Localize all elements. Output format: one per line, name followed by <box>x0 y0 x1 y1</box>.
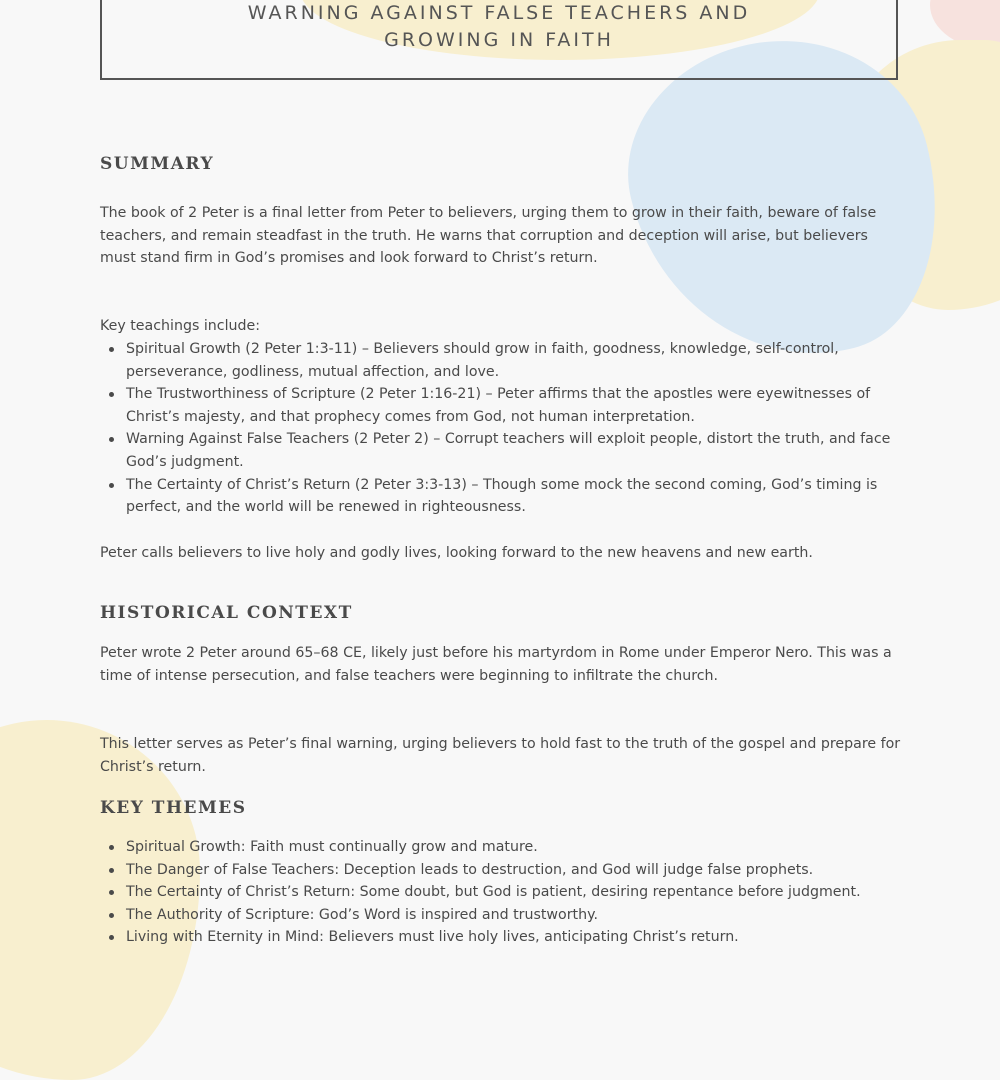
list-item: Spiritual Growth (2 Peter 1:3-11) – Believers should grow in faith, goodness, knowledge, self-control, perseverance, godliness, mutual affection, and love. <box>126 338 916 383</box>
list-item: Spiritual Growth: Faith must continually grow and mature. <box>126 836 916 859</box>
historical-context-paragraph-2: This letter serves as Peter’s final warning, urging believers to hold fast to the truth of the gospel and prepare for Christ’s return. <box>100 736 901 775</box>
historical-context-paragraph-1: Peter wrote 2 Peter around 65–68 CE, likely just before his martyrdom in Rome under Emperor Nero. This was a time of intense persecution, and false teachers were beginning to infiltrate the church. <box>100 645 892 684</box>
list-item: The Danger of False Teachers: Deception leads to destruction, and God will judge false prophets. <box>126 859 916 882</box>
summary-closing: Peter calls believers to live holy and godly lives, looking forward to the new heavens and new earth. <box>100 545 813 561</box>
key-themes-heading: KEY THEMES <box>100 798 247 818</box>
list-item: The Certainty of Christ’s Return: Some doubt, but God is patient, desiring repentance before judgment. <box>126 881 916 904</box>
title-box <box>100 0 898 80</box>
historical-context-heading: HISTORICAL CONTEXT <box>100 603 353 623</box>
list-item: The Authority of Scripture: God’s Word is inspired and trustworthy. <box>126 904 916 927</box>
key-themes-list <box>100 836 916 949</box>
list-item: Living with Eternity in Mind: Believers must live holy lives, anticipating Christ’s return. <box>126 926 916 949</box>
list-item: Warning Against False Teachers (2 Peter 2) – Corrupt teachers will exploit people, distort the truth, and face God’s judgment. <box>126 428 916 473</box>
summary-intro: The book of 2 Peter is a final letter from Peter to believers, urging them to grow in their faith, beware of false teachers, and remain steadfast in the truth. He warns that corruption and deception will arise, but believers must stand firm in God’s promises and look forward to Christ’s return. <box>100 205 877 267</box>
summary-heading: SUMMARY <box>100 154 215 174</box>
list-item: The Certainty of Christ’s Return (2 Peter 3:3-13) – Though some mock the second coming, God’s timing is perfect, and the world will be renewed in righteousness. <box>126 474 916 519</box>
key-teachings-list <box>100 338 916 519</box>
key-teachings-label: Key teachings include: <box>100 318 261 334</box>
list-item: The Trustworthiness of Scripture (2 Peter 1:16-21) – Peter affirms that the apostles were eyewitnesses of Christ’s majesty, and that prophecy comes from God, not human interpretation. <box>126 383 916 428</box>
page-title: WARNING AGAINST FALSE TEACHERS AND GROWING IN FAITH <box>247 2 751 51</box>
